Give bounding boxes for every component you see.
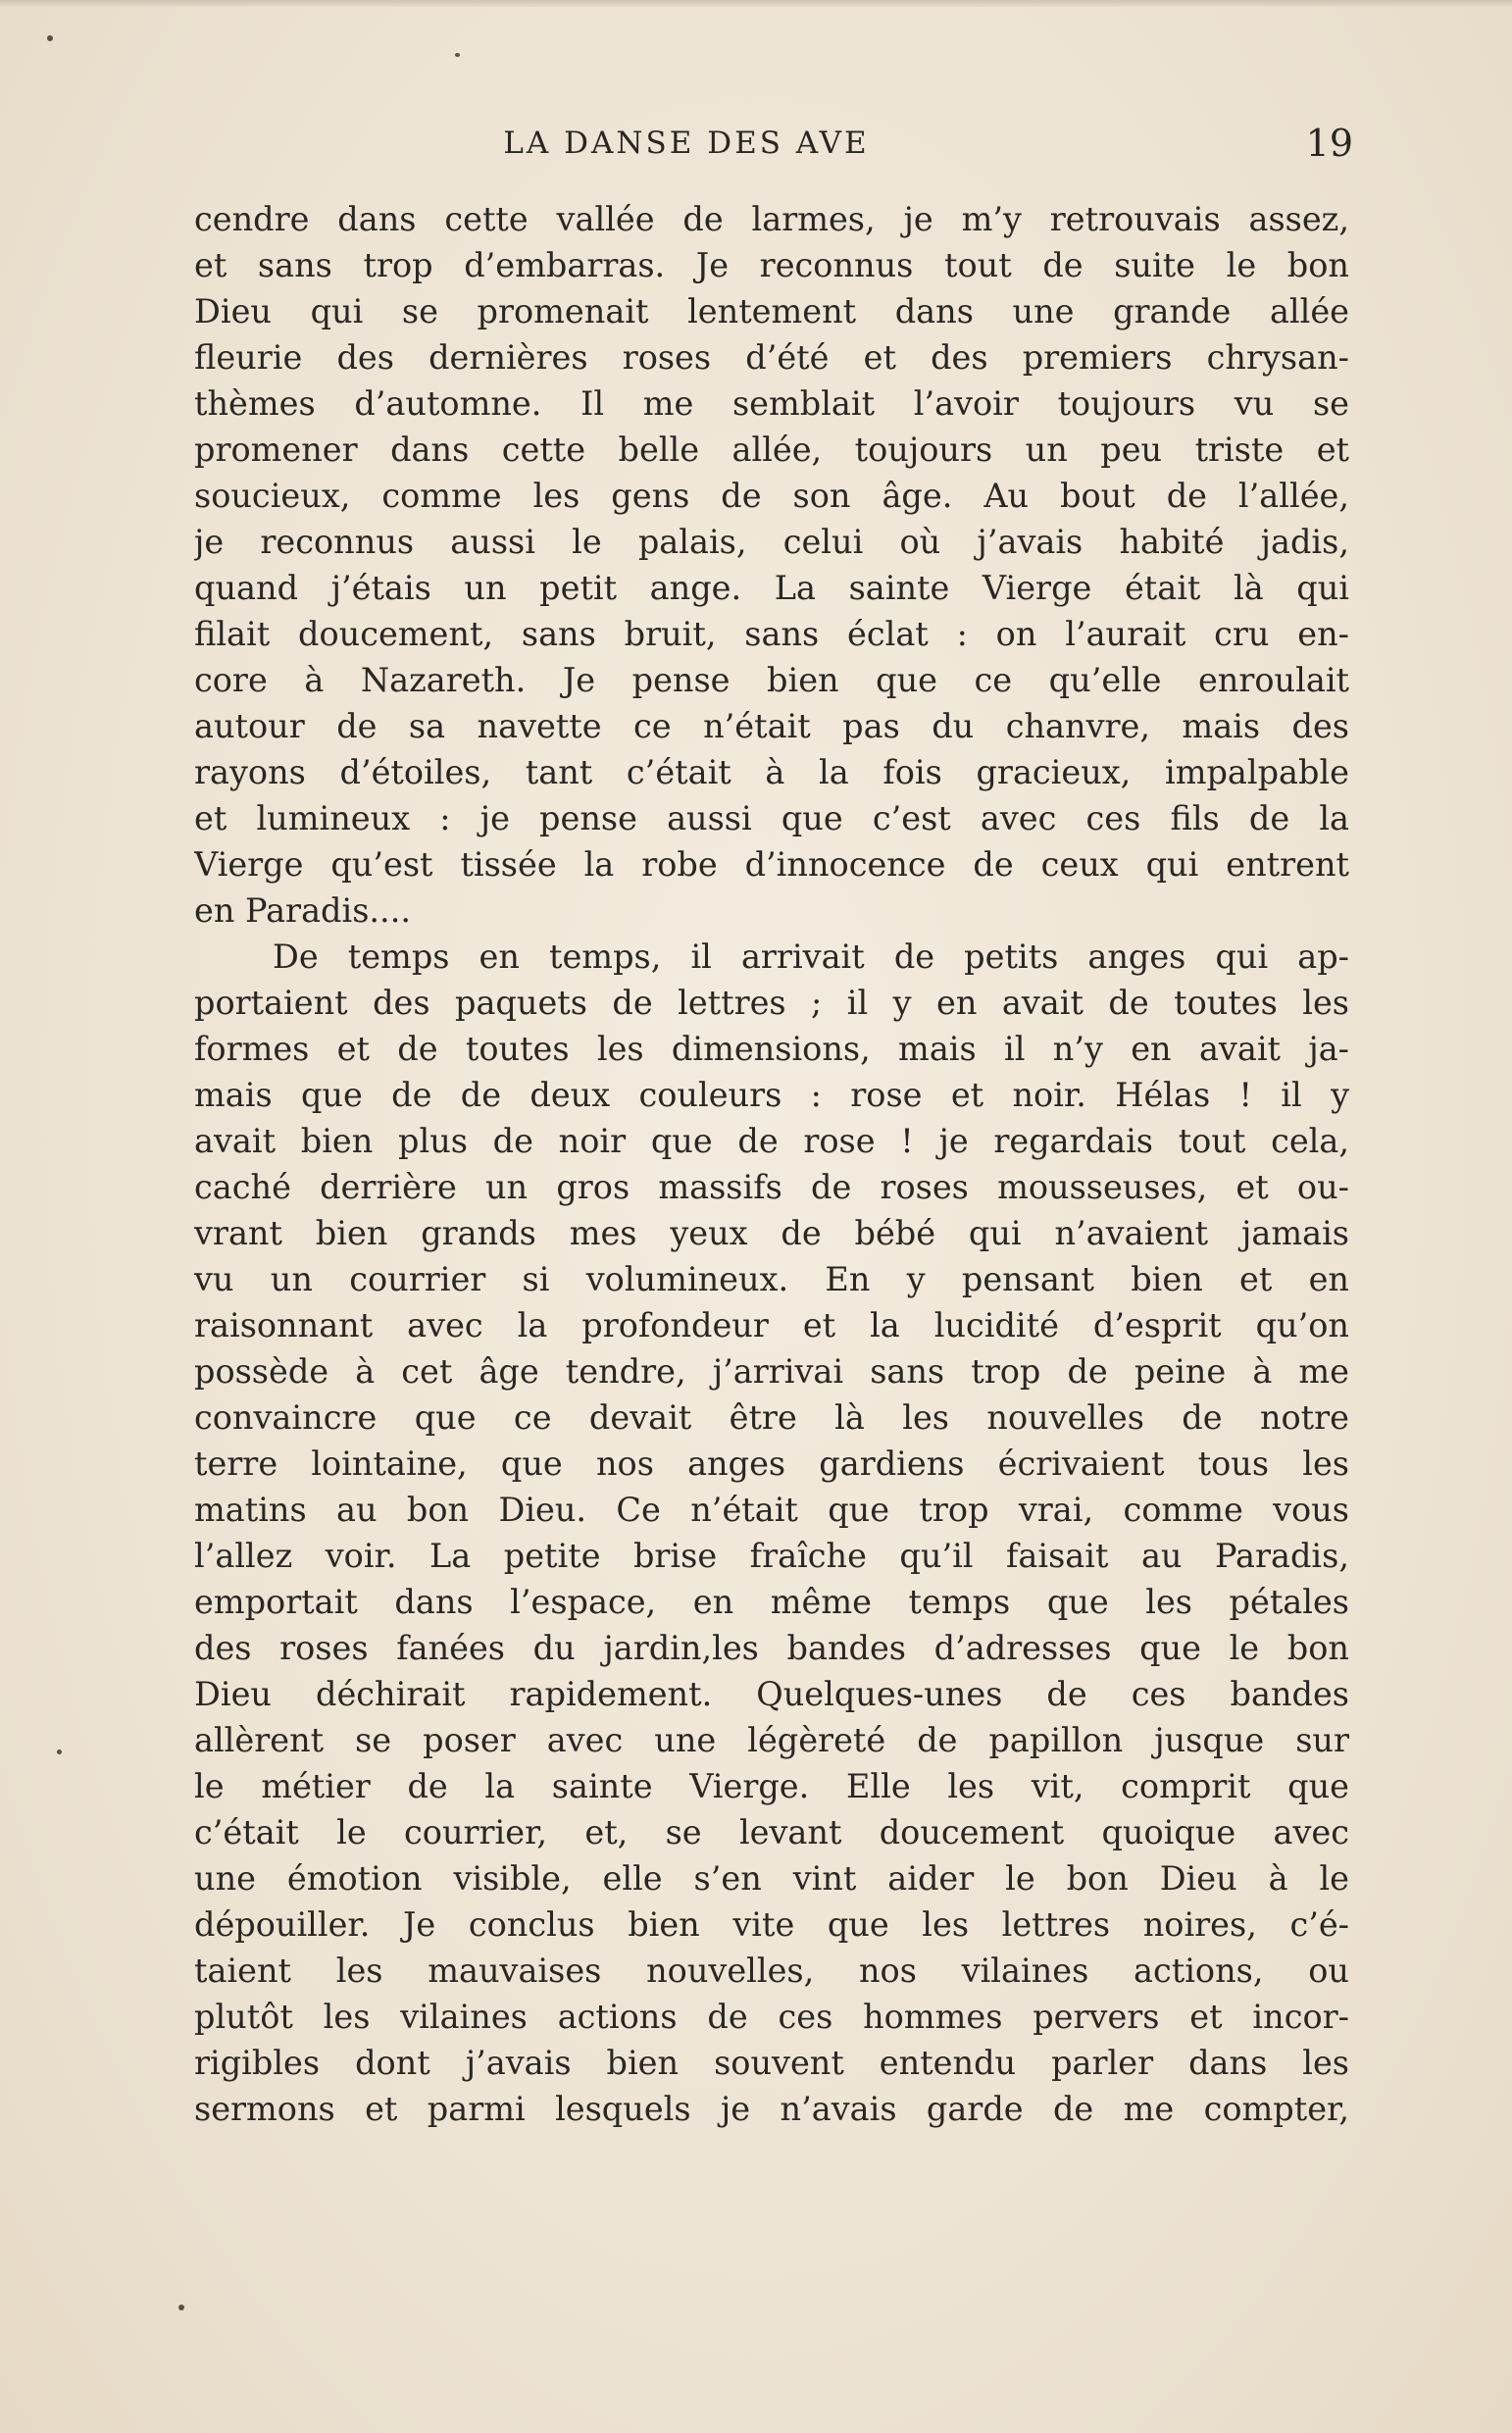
paper-speck [47, 35, 53, 41]
text-line: Dieu qui se promenait lentement dans une grande allée [194, 292, 1349, 330]
page-number: 19 [1305, 122, 1353, 165]
text-line: et lumineux : je pense aussi que c’est avec ces fils de la [194, 799, 1349, 837]
text-line: soucieux, comme les gens de son âge. Au bout de l’allée, [194, 477, 1349, 515]
text-line: portaient des paquets de lettres ; il y en avait de toutes les [194, 984, 1349, 1022]
text-line: emportait dans l’espace, en même temps que les pétales [194, 1583, 1349, 1621]
text-line: des roses fanées du jardin,les bandes d’adresses que le bon [194, 1629, 1349, 1667]
text-line: vu un courrier si volumineux. En y pensant bien et en [194, 1260, 1349, 1298]
text-line: c’était le courrier, et, se levant doucement quoique avec [194, 1813, 1349, 1851]
paper-speck [455, 53, 460, 57]
text-line: dépouiller. Je conclus bien vite que les lettres noires, c’é- [194, 1905, 1349, 1944]
text-line: convaincre que ce devait être là les nouvelles de notre [194, 1398, 1349, 1437]
text-line: caché derrière un gros massifs de roses mousseuses, et ou- [194, 1168, 1349, 1206]
text-line: taient les mauvaises nouvelles, nos vilaines actions, ou [194, 1951, 1349, 1990]
text-line: le métier de la sainte Vierge. Elle les vit, comprit que [194, 1767, 1349, 1805]
text-line: terre lointaine, que nos anges gardiens écrivaient tous les [194, 1445, 1349, 1483]
text-line: formes et de toutes les dimensions, mais il n’y en avait ja- [194, 1030, 1349, 1068]
text-line: une émotion visible, elle s’en vint aider le bon Dieu à le [194, 1859, 1349, 1898]
paper-speck [57, 1749, 62, 1754]
text-line: cendre dans cette vallée de larmes, je m’y retrouvais assez, [194, 200, 1349, 238]
text-line: avait bien plus de noir que de rose ! je regardais tout cela, [194, 1122, 1349, 1160]
paragraph-start-line: De temps en temps, il arrivait de petits anges qui ap- [273, 938, 1349, 976]
text-line: Vierge qu’est tissée la robe d’innocence de ceux qui entrent [194, 845, 1349, 884]
page-top-edge [0, 0, 1512, 7]
text-line: possède à cet âge tendre, j’arrivai sans trop de peine à me [194, 1352, 1349, 1391]
text-line: plutôt les vilaines actions de ces hommes pervers et incor- [194, 1998, 1349, 2036]
text-line: l’allez voir. La petite brise fraîche qu’il faisait au Paradis, [194, 1537, 1349, 1575]
text-line: quand j’étais un petit ange. La sainte Vierge était là qui [194, 569, 1349, 607]
text-line: sermons et parmi lesquels je n’avais garde de me compter, [194, 2090, 1349, 2128]
paragraph-end-line: en Paradis.... [194, 891, 411, 930]
text-line: vrant bien grands mes yeux de bébé qui n’avaient jamais [194, 1214, 1349, 1252]
text-line: je reconnus aussi le palais, celui où j’avais habité jadis, [194, 523, 1349, 561]
text-line: promener dans cette belle allée, toujours un peu triste et [194, 431, 1349, 469]
text-line: rayons d’étoiles, tant c’était à la fois gracieux, impalpable [194, 753, 1349, 791]
text-line: rigibles dont j’avais bien souvent entendu parler dans les [194, 2044, 1349, 2082]
text-line: fleurie des dernières roses d’été et des premiers chrysan- [194, 338, 1349, 377]
text-line: matins au bon Dieu. Ce n’était que trop vrai, comme vous [194, 1491, 1349, 1529]
running-head [0, 122, 1512, 165]
text-line: autour de sa navette ce n’était pas du chanvre, mais des [194, 707, 1349, 745]
text-line: mais que de de deux couleurs : rose et noir. Hélas ! il y [194, 1076, 1349, 1114]
text-line: raisonnant avec la profondeur et la lucidité d’esprit qu’on [194, 1306, 1349, 1344]
body-text [194, 196, 1349, 2132]
text-line: allèrent se poser avec une légèreté de papillon jusque sur [194, 1721, 1349, 1759]
text-line: filait doucement, sans bruit, sans éclat : on l’aurait cru en- [194, 615, 1349, 653]
text-line: Dieu déchirait rapidement. Quelques-unes de ces bandes [194, 1675, 1349, 1713]
running-title: LA DANSE DES AVE [503, 126, 870, 161]
text-line: thèmes d’automne. Il me semblait l’avoir toujours vu se [194, 384, 1349, 423]
text-line: et sans trop d’embarras. Je reconnus tout de suite le bon [194, 246, 1349, 284]
text-line: core à Nazareth. Je pense bien que ce qu’elle enroulait [194, 661, 1349, 699]
paper-speck [178, 2305, 184, 2310]
